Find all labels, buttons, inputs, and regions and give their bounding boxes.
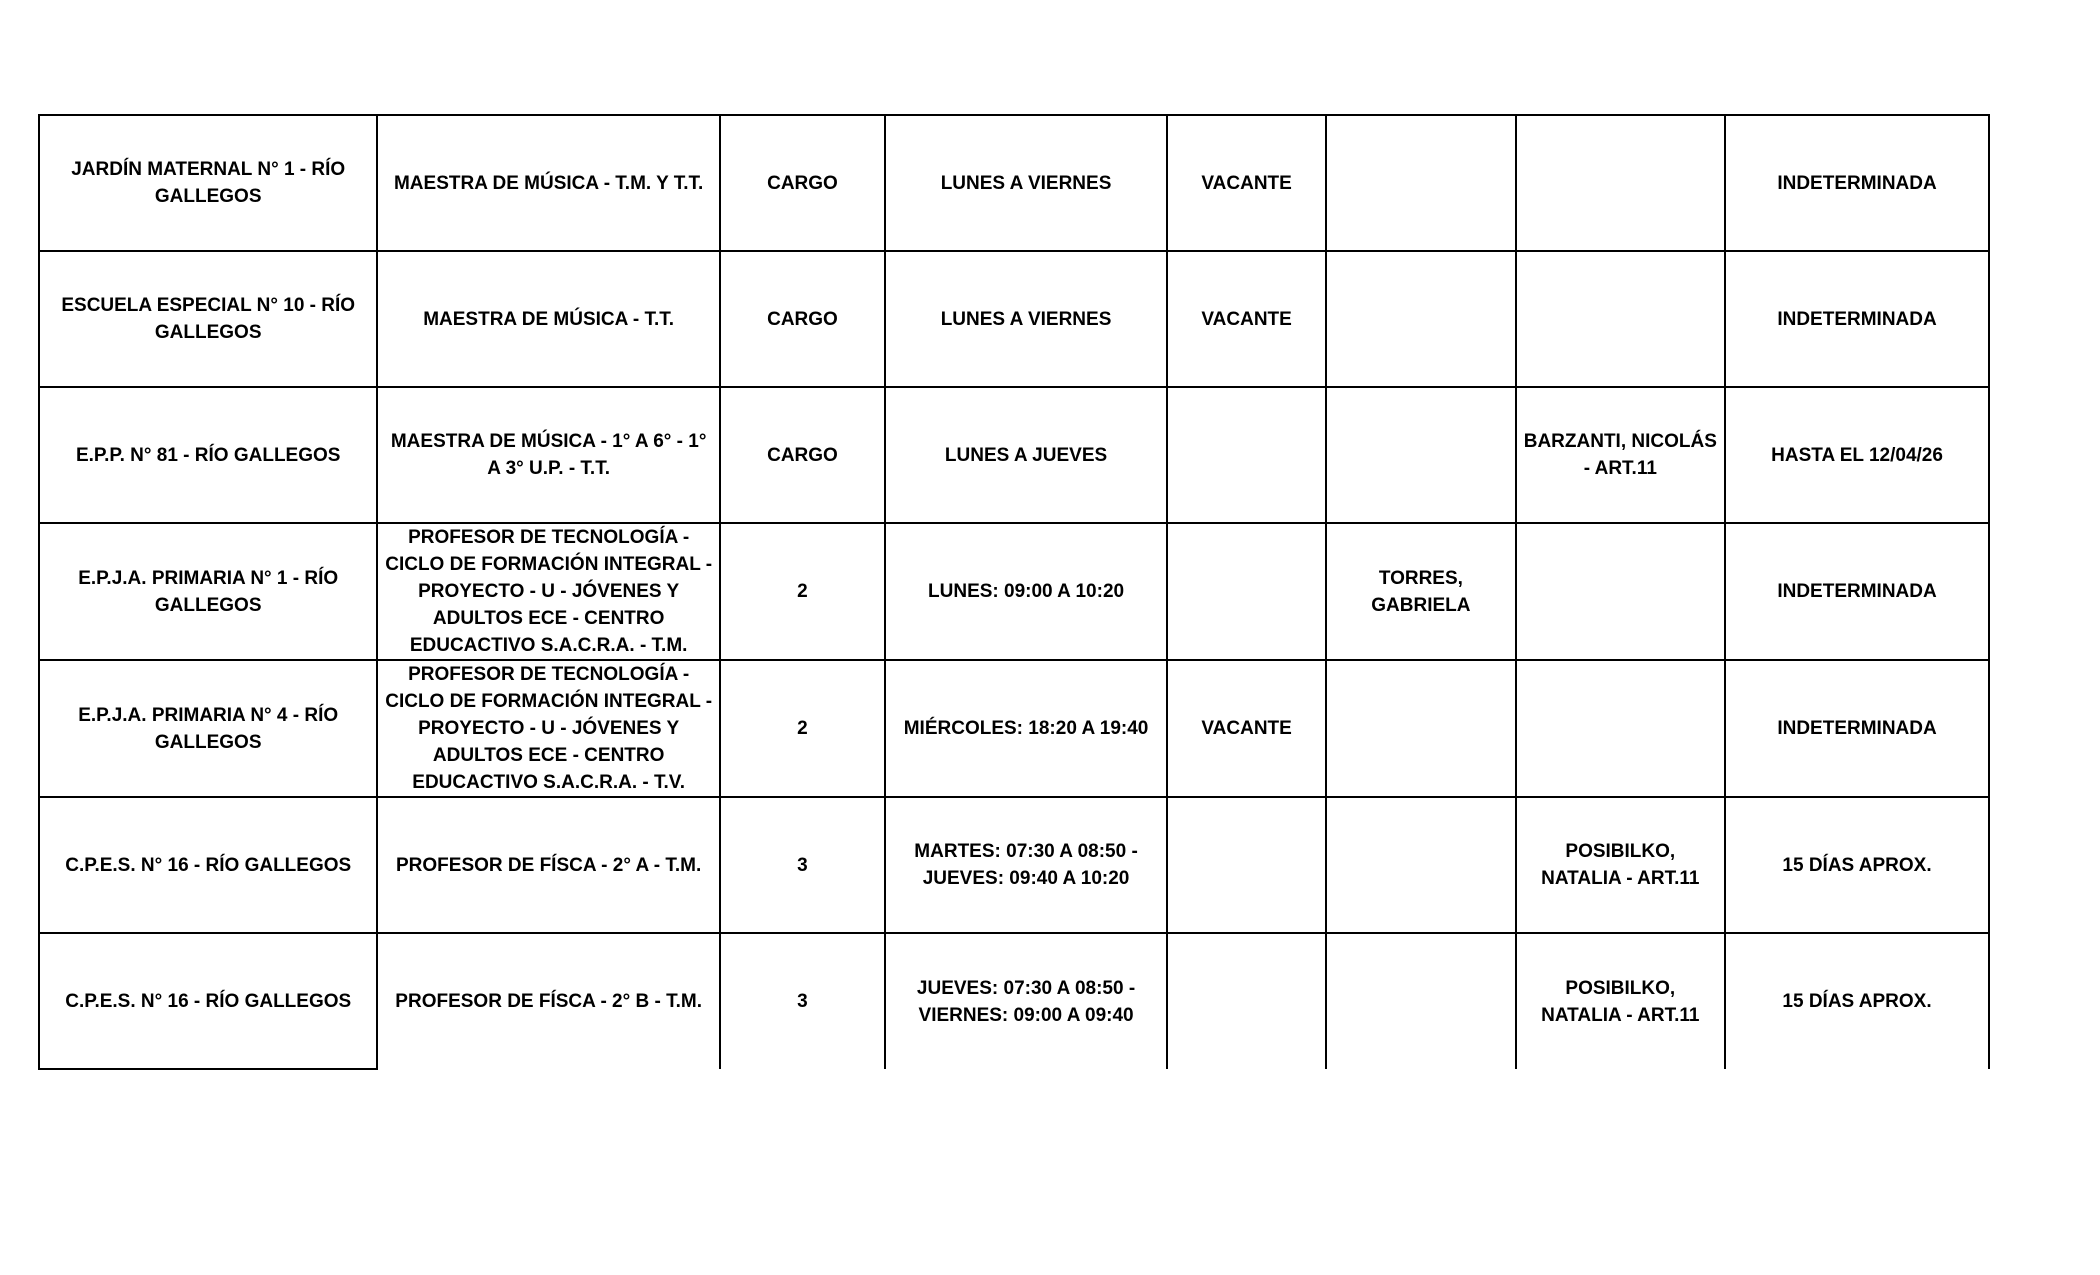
duration-cell: 15 DÍAS APROX. <box>1725 933 1989 1069</box>
duration-cell: 15 DÍAS APROX. <box>1725 797 1989 933</box>
schedule-cell: LUNES: 09:00 A 10:20 <box>885 523 1167 660</box>
position-cell: MAESTRA DE MÚSICA - T.M. Y T.T. <box>377 115 719 251</box>
school-cell: C.P.E.S. N° 16 - RÍO GALLEGOS <box>39 797 377 933</box>
holder-cell <box>1326 660 1515 797</box>
hours-cell: 3 <box>720 933 885 1069</box>
position-cell: PROFESOR DE TECNOLOGÍA - CICLO DE FORMACIÓN INTEGRAL - PROYECTO - U - JÓVENES Y ADULTOS ECE - CENTRO EDUCACTIVO S.A.C.R.A. - T.V. <box>377 660 719 797</box>
position-cell: MAESTRA DE MÚSICA - T.T. <box>377 251 719 387</box>
position-cell: PROFESOR DE TECNOLOGÍA - CICLO DE FORMACIÓN INTEGRAL - PROYECTO - U - JÓVENES Y ADULTOS ECE - CENTRO EDUCACTIVO S.A.C.R.A. - T.M. <box>377 523 719 660</box>
holder-cell <box>1326 251 1515 387</box>
position-cell: MAESTRA DE MÚSICA - 1° A 6° - 1° A 3° U.P. - T.T. <box>377 387 719 523</box>
table-row <box>39 251 1989 387</box>
duration-cell: INDETERMINADA <box>1725 660 1989 797</box>
hours-cell: 2 <box>720 660 885 797</box>
school-cell: C.P.E.S. N° 16 - RÍO GALLEGOS <box>39 933 377 1069</box>
status-cell: VACANTE <box>1167 251 1326 387</box>
schedule-cell: LUNES A VIERNES <box>885 115 1167 251</box>
position-cell: PROFESOR DE FÍSCA - 2° B - T.M. <box>377 933 719 1069</box>
position-cell: PROFESOR DE FÍSCA - 2° A - T.M. <box>377 797 719 933</box>
duration-cell: HASTA EL 12/04/26 <box>1725 387 1989 523</box>
vacancies-table <box>38 114 1990 1070</box>
school-cell: JARDÍN MATERNAL N° 1 - RÍO GALLEGOS <box>39 115 377 251</box>
duration-cell: INDETERMINADA <box>1725 115 1989 251</box>
holder-cell <box>1326 933 1515 1069</box>
schedule-cell: LUNES A JUEVES <box>885 387 1167 523</box>
schedule-cell: MARTES: 07:30 A 08:50 - JUEVES: 09:40 A 10:20 <box>885 797 1167 933</box>
school-cell: ESCUELA ESPECIAL N° 10 - RÍO GALLEGOS <box>39 251 377 387</box>
schedule-cell: JUEVES: 07:30 A 08:50 - VIERNES: 09:00 A 09:40 <box>885 933 1167 1069</box>
status-cell <box>1167 933 1326 1069</box>
table-row <box>39 523 1989 660</box>
substitute-cell <box>1516 660 1726 797</box>
holder-cell: TORRES, GABRIELA <box>1326 523 1515 660</box>
hours-cell: CARGO <box>720 251 885 387</box>
duration-cell: INDETERMINADA <box>1725 523 1989 660</box>
school-cell: E.P.P. N° 81 - RÍO GALLEGOS <box>39 387 377 523</box>
holder-cell <box>1326 387 1515 523</box>
schedule-cell: MIÉRCOLES: 18:20 A 19:40 <box>885 660 1167 797</box>
table-row <box>39 115 1989 251</box>
status-cell: VACANTE <box>1167 660 1326 797</box>
status-cell <box>1167 797 1326 933</box>
status-cell <box>1167 387 1326 523</box>
schedule-cell: LUNES A VIERNES <box>885 251 1167 387</box>
table-row <box>39 660 1989 797</box>
hours-cell: 2 <box>720 523 885 660</box>
substitute-cell <box>1516 251 1726 387</box>
hours-cell: CARGO <box>720 115 885 251</box>
substitute-cell: BARZANTI, NICOLÁS - ART.11 <box>1516 387 1726 523</box>
duration-cell: INDETERMINADA <box>1725 251 1989 387</box>
substitute-cell: POSIBILKO, NATALIA - ART.11 <box>1516 933 1726 1069</box>
substitute-cell <box>1516 115 1726 251</box>
hours-cell: 3 <box>720 797 885 933</box>
status-cell: VACANTE <box>1167 115 1326 251</box>
table-row <box>39 387 1989 523</box>
holder-cell <box>1326 797 1515 933</box>
substitute-cell <box>1516 523 1726 660</box>
table-row <box>39 933 1989 1069</box>
school-cell: E.P.J.A. PRIMARIA N° 1 - RÍO GALLEGOS <box>39 523 377 660</box>
holder-cell <box>1326 115 1515 251</box>
table-row <box>39 797 1989 933</box>
hours-cell: CARGO <box>720 387 885 523</box>
substitute-cell: POSIBILKO, NATALIA - ART.11 <box>1516 797 1726 933</box>
school-cell: E.P.J.A. PRIMARIA N° 4 - RÍO GALLEGOS <box>39 660 377 797</box>
status-cell <box>1167 523 1326 660</box>
